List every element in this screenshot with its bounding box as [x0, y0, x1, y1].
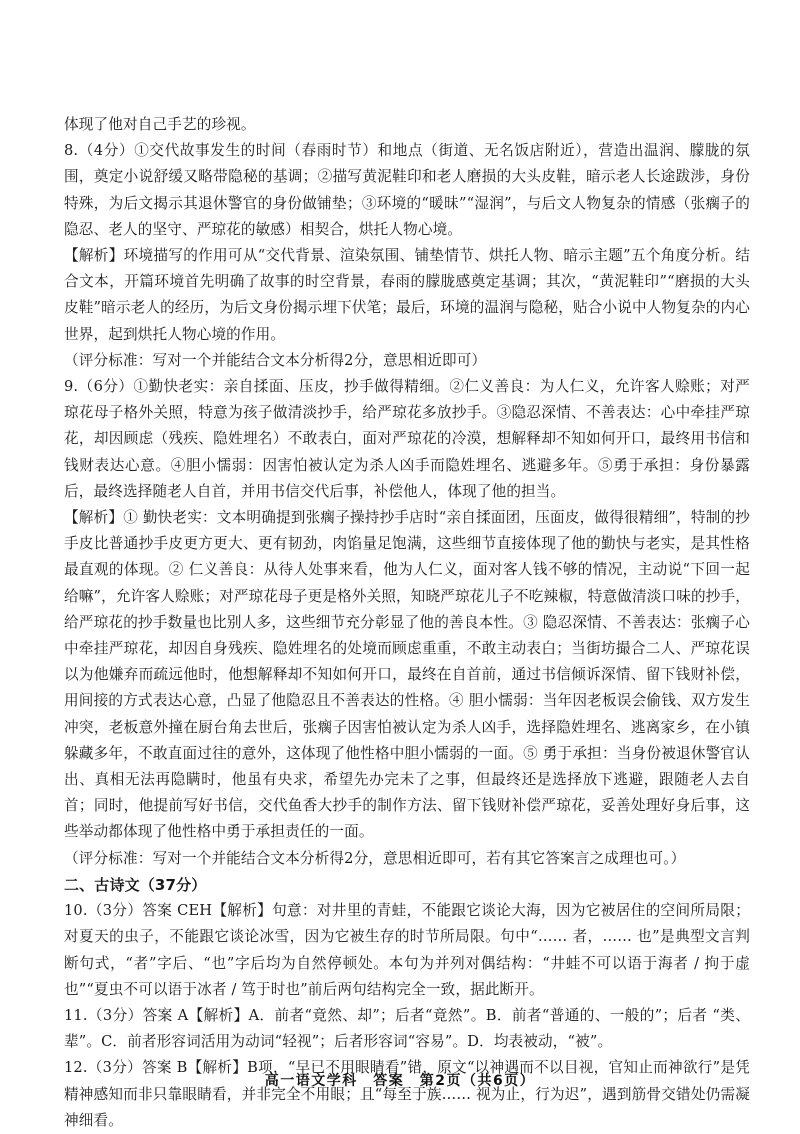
answer-q11: 11.（3分）答案 A【解析】A．前者“竟然、却”；后者“竟然”。B．前者“普通的、一般的”；后者 “类、辈”。C．前者形容词活用为动词“轻视”；后者形容词“容易”。D．均表被动，“被”。 — [64, 1006, 750, 1051]
answer-document — [64, 112, 750, 1134]
answer-q9: 9.（6分）①勤快老实：亲自揉面、压皮，抄手做得精细。②仁义善良：为人仁义，允许客人赊账；对严琼花母子格外关照，特意为孩子做清淡抄手，给严琼花多放抄手。③隐忍深情、不善表达：心中牵挂严琼花，却因顾虑（残疾、隐姓埋名）不敢表白，面对严琼花的冷漠，想解释却不知如何开口，最终用书信和钱财表达心意。④胆小懦弱：因害怕被认定为杀人凶手而隐姓埋名、逃避多年。⑤勇于承担：身份暴露后，最终选择随老人自首，并用书信交代后事，补偿他人，体现了他的担当。 — [64, 378, 750, 500]
answer-q12: 12.（3分）答案 B【解析】B项，“早已不用眼睛看”错，原文“以神遇而不以目视，官知止而神欲行”是凭精神感知而非只靠眼睛看，并非完全不用眼；且“每至于族…… 视为止，行为迟”，遇到筋骨交错处仍需凝神细看。 — [64, 1059, 750, 1129]
answer-q10: 10.（3分）答案 CEH【解析】句意：对井里的青蛙，不能跟它谈论大海，因为它被居住的空间所局限；对夏天的虫子，不能跟它谈论冰雪，因为它被生存的时节所局限。句中“…… 者，…… 也”是典型文言判断句式，“者”字后、“也”字后均为自然停顿处。本句为并列对偶结构：“井蛙不可以语于海者 / 拘于虚也”“夏虫不可以语于冰者 / 笃于时也”前后两句结构完全一致，据此断开。 — [64, 902, 750, 998]
analysis-q8: 【解析】环境描写的作用可从“交代背景、渲染氛围、铺垫情节、烘托人物、暗示主题”五个角度分析。结合文本，开篇环境首先明确了故事的时空背景，春雨的朦胧感奠定基调；其次，“黄泥鞋印”“磨损的大头皮鞋”暗示老人的经历，为后文身份揭示埋下伏笔；最后，环境的温润与隐秘，贴合小说中人物复杂的内心世界，起到烘托人物心境的作用。 — [64, 247, 750, 343]
paragraph-continuation: 体现了他对自己手艺的珍视。 — [64, 116, 256, 133]
page-footer: 高一语文学科 答案 第2页（共6页） — [264, 1073, 536, 1089]
scoring-note-q9: （评分标准：写对一个并能结合文本分析得2分，意思相近即可，若有其它答案言之成理也可。） — [64, 849, 686, 867]
analysis-q9: 【解析】① 勤快老实：文本明确提到张瘸子操持抄手店时“亲自揉面团，压面皮，做得很精细”，特制的抄手皮比普通抄手皮更方更大、更有韧劲，肉馅量足饱满，这些细节直接体现了他的勤快与老实，是其性格最直观的体现。② 仁义善良：从待人处事来看，他为人仁义，面对客人钱不够的情况，主动说“下回一起给嘛”，允许客人赊账；对严琼花母子更是格外关照，知晓严琼花儿子不吃辣椒，特意做清淡口味的抄手，给严琼花的抄手数量也比别人多，这些细节充分彰显了他的善良本性。③ 隐忍深情、不善表达：张瘸子心中牵挂严琼花，却因自身残疾、隐姓埋名的处境而顾虑重重，不敢主动表白；当街坊撮合二人、严琼花误以为他嫌弃而疏远他时，他想解释却不知如何开口，最终在自首前，通过书信倾诉深情、留下钱财补偿，用间接的方式表达心意，凸显了他隐忍且不善表达的性格。④ 胆小懦弱：当年因老板误会偷钱、双方发生冲突，老板意外撞在厨台角去世后，张瘸子因害怕被认定为杀人凶手，选择隐姓埋名、逃离家乡，在小镇躲藏多年，不敢直面过往的意外，这体现了他性格中胆小懦弱的一面。⑤ 勇于承担：当身份被退休警官认出、真相无法再隐瞒时，他虽有央求，希望先办完未了之事，但最终还是选择放下逃避，跟随老人去自首；同时，他提前写好书信，交代鱼香大抄手的制作方法、留下钱财补偿严琼花，妥善处理好身后事，这些举动都体现了他性格中勇于承担责任的一面。 — [64, 509, 750, 841]
section-heading-classical: 二、古诗文（37分） — [64, 875, 207, 894]
scoring-note-q8: （评分标准：写对一个并能结合文本分析得2分，意思相近即可） — [64, 351, 487, 369]
answer-q8: 8.（4分）①交代故事发生的时间（春雨时节）和地点（街道、无名饭店附近），营造出温润、朦胧的氛围，奠定小说舒缓又略带隐秘的基调；②描写黄泥鞋印和老人磨损的大头皮鞋，暗示老人长途跋涉，身份特殊，为后文揭示其退休警官的身份做铺垫；③环境的“暖昧”“湿润”，与后文人物复杂的情感（张瘸子的隐忍、老人的坚守、严琼花的敏感）相契合，烘托人物心境。 — [64, 142, 750, 238]
